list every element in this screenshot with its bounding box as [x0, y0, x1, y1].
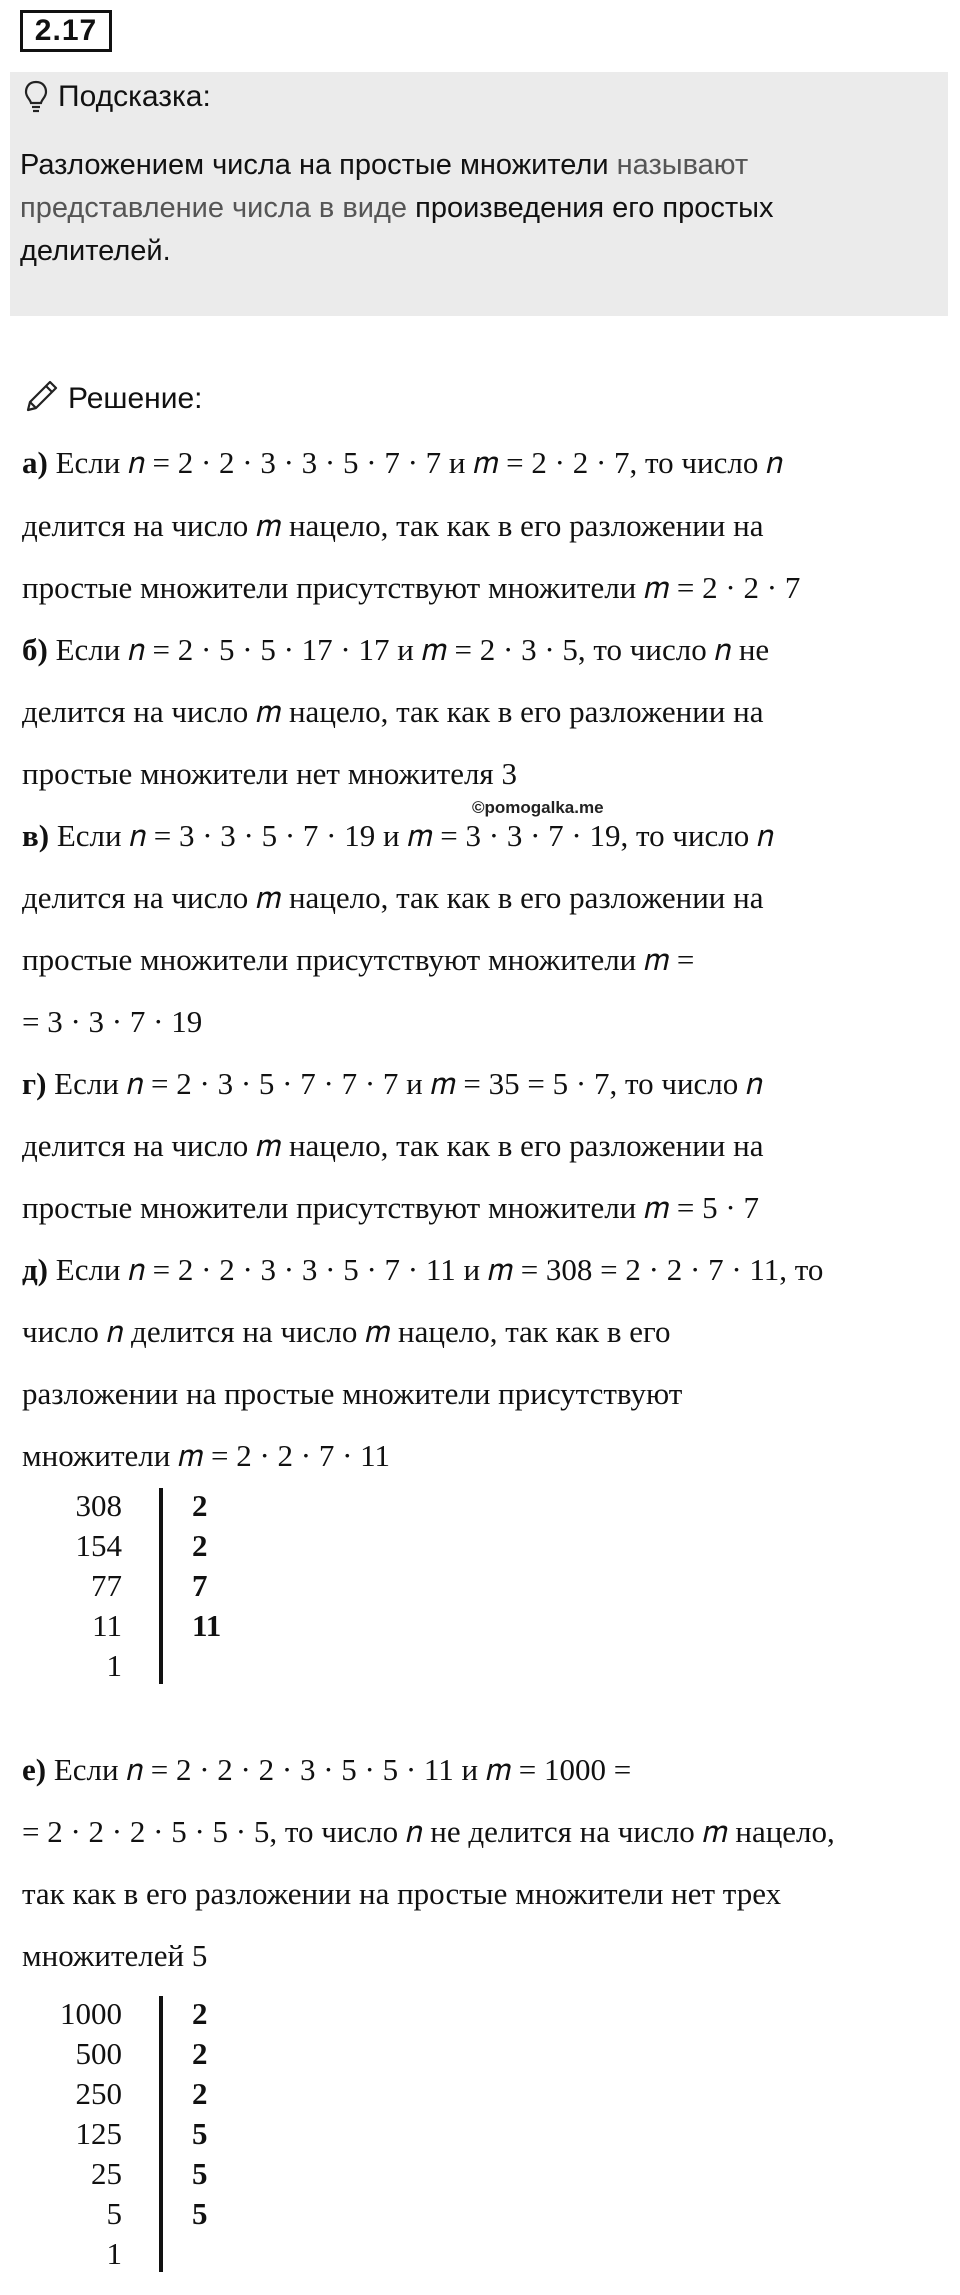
factor-row	[22, 1568, 242, 1608]
dividend: 1	[106, 1648, 122, 1683]
dividend: 154	[75, 1528, 122, 1563]
solution-text: число 𝑛 делится на число 𝑚 нацело, так как в его	[22, 1314, 671, 1349]
dividend: 125	[75, 2116, 122, 2151]
solution-line	[22, 1128, 763, 1165]
dividend: 11	[92, 1608, 122, 1643]
factor-row	[22, 2196, 242, 2236]
hint-header	[24, 80, 211, 114]
solution-line	[22, 1252, 823, 1289]
dividend: 25	[91, 2156, 122, 2191]
solution-title: Решение:	[68, 381, 203, 415]
solution-line	[22, 880, 763, 917]
solution-text: делится на число 𝑚 нацело, так как в его разложении на	[22, 508, 764, 543]
dividend: 5	[106, 2196, 122, 2231]
item-label: а)	[22, 445, 48, 480]
solution-line	[22, 1938, 207, 1974]
solution-line	[22, 508, 763, 545]
solution-line	[22, 1066, 763, 1103]
factor-row	[22, 2076, 242, 2116]
item-label: е)	[22, 1752, 47, 1787]
solution-text: множителей 5	[22, 1938, 208, 1973]
solution-text: Если 𝑛 = 2 · 2 · 2 · 3 · 5 · 5 · 11 и 𝑚 = 1000 =	[53, 1752, 632, 1787]
factor-row	[22, 2116, 242, 2156]
solution-text: делится на число 𝑚 нацело, так как в его разложении на	[22, 880, 764, 915]
solution-line	[22, 1004, 202, 1040]
item-label: б)	[22, 632, 48, 667]
solution-text: Если 𝑛 = 2 · 3 · 5 · 7 · 7 · 7 и 𝑚 = 35 = 5 · 7, то число 𝑛	[54, 1066, 763, 1101]
solution-text: простые множители присутствуют множители 𝑚 = 5 · 7	[22, 1190, 759, 1225]
solution-header	[24, 378, 202, 419]
item-label: г)	[22, 1066, 47, 1101]
solution-text: = 3 · 3 · 7 · 19	[22, 1004, 203, 1039]
prime-divisor: 5	[192, 2196, 208, 2231]
solution-line	[22, 1876, 781, 1912]
prime-divisor: 7	[192, 1568, 208, 1603]
solution-text: разложении на простые множители присутствуют	[22, 1376, 683, 1411]
solution-text: простые множители нет множителя 3	[22, 756, 517, 791]
solution-line	[22, 570, 800, 607]
task-number: 2.17	[20, 10, 112, 52]
dividend: 1000	[60, 1996, 122, 2031]
prime-divisor: 2	[192, 1488, 208, 1523]
solution-line	[22, 1190, 759, 1227]
solution-line	[22, 694, 763, 731]
item-label: д)	[22, 1252, 49, 1287]
prime-divisor: 2	[192, 2036, 208, 2071]
prime-divisor: 5	[192, 2156, 208, 2191]
factor-row	[22, 1648, 242, 1688]
dividend: 308	[75, 1488, 122, 1523]
factor-row	[22, 2156, 242, 2196]
solution-text: Если 𝑛 = 2 · 2 · 3 · 3 · 5 · 7 · 11 и 𝑚 = 308 = 2 · 2 · 7 · 11, то	[55, 1252, 824, 1287]
solution-line	[22, 445, 783, 482]
solution-line	[22, 1314, 670, 1351]
factor-row	[22, 1528, 242, 1568]
solution-text: делится на число 𝑚 нацело, так как в его разложении на	[22, 694, 764, 729]
solution-line	[22, 1814, 835, 1851]
hint-definition: произведения его простых делителей	[20, 192, 774, 267]
solution-text: простые множители присутствуют множители 𝑚 = 2 · 2 · 7	[22, 570, 801, 605]
division-bar	[159, 1996, 163, 2272]
solution-line	[22, 1376, 682, 1412]
solution-line	[22, 1752, 631, 1789]
factor-row	[22, 1996, 242, 2036]
solution-text: = 2 · 2 · 2 · 5 · 5 · 5, то число 𝑛 не делится на число 𝑚 нацело,	[22, 1814, 835, 1849]
prime-divisor: 11	[192, 1608, 222, 1643]
item-label: в)	[22, 818, 50, 853]
hint-term: Разложением числа на простые множители	[20, 149, 609, 181]
prime-divisor: 2	[192, 1528, 208, 1563]
solution-text: Если 𝑛 = 3 · 3 · 5 · 7 · 19 и 𝑚 = 3 · 3 · 7 · 19, то число 𝑛	[56, 818, 774, 853]
prime-divisor: 2	[192, 1996, 208, 2031]
factor-row	[22, 1608, 242, 1648]
prime-divisor: 5	[192, 2116, 208, 2151]
solution-line	[22, 632, 769, 669]
dividend: 500	[75, 2036, 122, 2071]
solution-line	[22, 1438, 390, 1475]
factor-row	[22, 2236, 242, 2276]
factor-row	[22, 2036, 242, 2076]
solution-line	[22, 942, 694, 979]
solution-line	[22, 818, 774, 855]
lightbulb-icon	[24, 80, 48, 114]
solution-text: простые множители присутствуют множители 𝑚 =	[22, 942, 695, 977]
solution-text: Если 𝑛 = 2 · 5 · 5 · 17 · 17 и 𝑚 = 2 · 3 · 5, то число 𝑛 не	[55, 632, 770, 667]
hint-box	[10, 72, 948, 316]
hint-plain: называют представление числа в виде	[20, 149, 749, 224]
hint-title: Подсказка:	[58, 80, 211, 113]
solution-line	[22, 756, 517, 792]
factor-row	[22, 1488, 242, 1528]
dividend: 250	[75, 2076, 122, 2111]
watermark: ©pomogalka.me	[472, 798, 604, 817]
solution-text: Если 𝑛 = 2 · 2 · 3 · 3 · 5 · 7 · 7 и 𝑚 = 2 · 2 · 7, то число 𝑛	[55, 445, 783, 480]
solution-text: делится на число 𝑚 нацело, так как в его разложении на	[22, 1128, 764, 1163]
hint-text	[20, 144, 930, 273]
solution-text: так как в его разложении на простые множители нет трех	[22, 1876, 782, 1911]
prime-divisor: 2	[192, 2076, 208, 2111]
hint-end: .	[162, 235, 171, 267]
dividend: 1	[106, 2236, 122, 2271]
dividend: 77	[91, 1568, 122, 1603]
pencil-icon	[24, 378, 60, 419]
solution-text: множители 𝑚 = 2 · 2 · 7 · 11	[22, 1438, 391, 1473]
division-bar	[159, 1488, 163, 1684]
